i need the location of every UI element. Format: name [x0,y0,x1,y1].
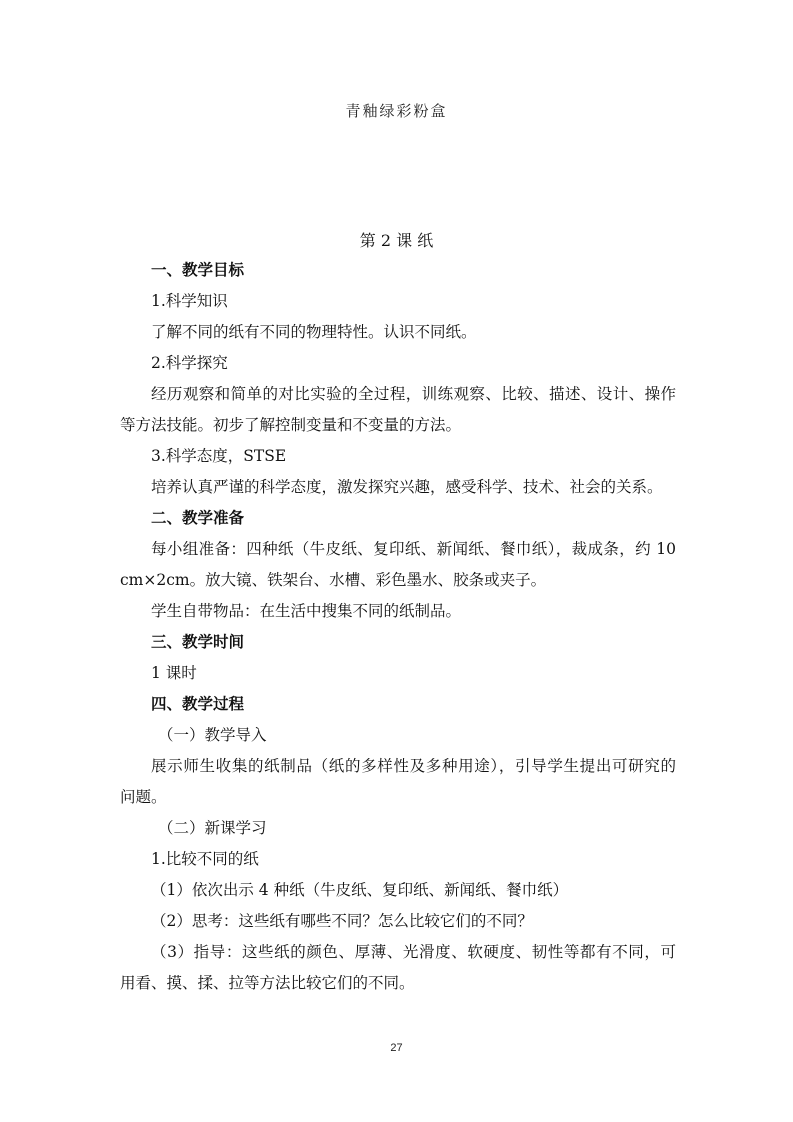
section-heading-time: 三、教学时间 [151,633,245,651]
paragraph: 学生自带物品：在生活中搜集不同的纸制品。 [151,602,462,620]
list-item: （3）指导：这些纸的颜色、厚薄、光滑度、软硬度、韧性等都有不同，可 [151,943,676,961]
paragraph: 培养认真严谨的科学态度，激发探究兴趣，感受科学、技术、社会的关系。 [151,478,663,496]
paragraph: 1 课时 [151,664,197,682]
lesson-title: 第 2 课 纸 [359,231,434,250]
section-heading-process: 四、教学过程 [151,695,245,713]
page-number: 27 [390,1042,403,1054]
paragraph: 等方法技能。初步了解控制变量和不变量的方法。 [120,416,462,434]
paragraph: 问题。 [120,788,167,806]
paragraph: 经历观察和简单的对比实验的全过程，训练观察、比较、描述、设计、操作 [151,385,676,403]
section-heading-objectives: 一、教学目标 [151,261,245,279]
paragraph: 用看、摸、揉、拉等方法比较它们的不同。 [120,974,415,992]
paragraph: 了解不同的纸有不同的物理特性。认识不同纸。 [151,323,477,341]
subheading-compare: 1.比较不同的纸 [151,850,259,868]
list-item: （2）思考：这些纸有哪些不同？怎么比较它们的不同？ [151,912,533,930]
document-body [120,255,676,999]
subheading-intro: （一）教学导入 [158,726,267,744]
subheading-new-lesson: （二）新课学习 [158,819,267,837]
paragraph: cm×2cm。放大镜、铁架台、水槽、彩色墨水、胶条或夹子。 [120,571,547,589]
section-heading-preparation: 二、教学准备 [151,509,245,527]
subheading-attitude: 3.科学态度，STSE [151,447,287,465]
paragraph: 展示师生收集的纸制品（纸的多样性及多种用途），引导学生提出可研究的 [151,757,676,775]
paragraph: 每小组准备：四种纸（牛皮纸、复印纸、新闻纸、餐巾纸），裁成条，约 10 [151,540,676,558]
list-item: （1）依次出示 4 种纸（牛皮纸、复印纸、新闻纸、餐巾纸） [151,881,569,899]
page-header: 青釉绿彩粉盒 [345,102,448,120]
subheading-inquiry: 2.科学探究 [151,354,228,372]
subheading-knowledge: 1.科学知识 [151,292,228,310]
